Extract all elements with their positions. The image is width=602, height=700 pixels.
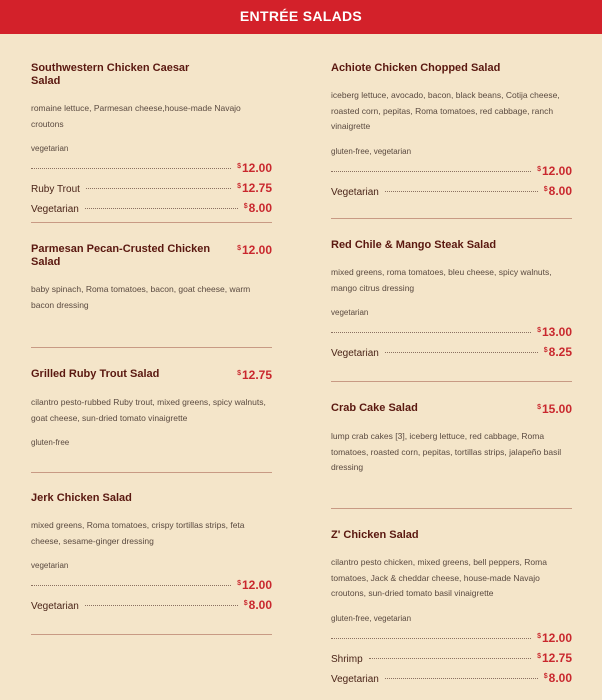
price-value: 12.75: [541, 650, 572, 665]
price: [537, 402, 572, 416]
price: [537, 631, 572, 645]
item-header: [31, 368, 272, 382]
currency-symbol: $: [543, 185, 548, 193]
price: [544, 345, 572, 359]
item-description: mixed greens, roma tomatoes, bleu cheese, spicy walnuts, mango citrus dressing: [331, 267, 552, 293]
price-option-row: [331, 164, 572, 184]
price-option-row: [331, 631, 572, 651]
item-header: [331, 239, 572, 252]
currency-symbol: $: [237, 245, 241, 252]
dot-leader: [331, 332, 531, 333]
dot-leader: [331, 171, 531, 172]
price-options: [331, 164, 572, 204]
currency-symbol: $: [543, 347, 548, 354]
option-label: Ruby Trout: [31, 184, 80, 195]
currency-symbol: $: [237, 580, 241, 587]
price-value: 8.00: [548, 183, 572, 198]
price: [237, 181, 272, 195]
price-value: 8.00: [248, 201, 272, 215]
menu-item: [31, 492, 272, 618]
currency-symbol: $: [237, 163, 241, 170]
dot-leader: [385, 678, 538, 679]
dietary-tags: vegetarian: [31, 144, 69, 153]
currency-symbol: $: [237, 183, 241, 190]
dot-leader: [385, 352, 538, 353]
currency-symbol: $: [537, 327, 541, 334]
dietary-tags: gluten-free, vegetarian: [331, 613, 412, 623]
item-name: Jerk Chicken Salad: [31, 492, 132, 504]
price-value: 12.75: [241, 181, 272, 195]
divider: [331, 508, 572, 509]
price-option-row: [331, 671, 572, 691]
price-options: [331, 631, 572, 691]
item-description: romaine lettuce, Parmesan cheese,house-made Navajo croutons: [31, 103, 241, 129]
currency-symbol: $: [543, 672, 548, 680]
price-value: 13.00: [541, 325, 572, 339]
price: [244, 201, 272, 215]
currency-symbol: $: [237, 370, 241, 377]
price: [537, 164, 572, 178]
currency-symbol: $: [537, 404, 541, 411]
price-option-row: [31, 598, 272, 618]
price-value: 12.75: [241, 368, 272, 382]
menu-item: [331, 402, 572, 476]
divider: [31, 472, 272, 473]
price-option-row: [31, 161, 272, 181]
item-name: Grilled Ruby Trout Salad: [31, 368, 160, 380]
currency-symbol: $: [537, 632, 541, 640]
price-value: 12.00: [241, 243, 272, 257]
item-description: cilantro pesto-rubbed Ruby trout, mixed greens, spicy walnuts, goat cheese, sun-dried tomato vinaigrette: [31, 397, 266, 423]
price: [237, 368, 272, 382]
price-option-row: [331, 325, 572, 345]
menu-item: [31, 62, 272, 221]
price-option-row: [31, 181, 272, 201]
option-label: Vegetarian: [31, 204, 79, 215]
section-title: ENTRÉE SALADS: [239, 8, 363, 24]
item-header: [331, 529, 572, 542]
item-header: [31, 62, 272, 88]
menu-item: [31, 243, 272, 313]
item-name: Crab Cake Salad: [331, 402, 418, 414]
price: [237, 578, 272, 592]
dietary-tags: vegetarian: [331, 308, 369, 317]
dot-leader: [31, 168, 231, 169]
price: [544, 184, 572, 198]
option-label: Vegetarian: [31, 601, 79, 612]
price-value: 8.00: [548, 670, 572, 685]
price-options: [31, 578, 272, 618]
item-description: mixed greens, Roma tomatoes, crispy tortillas strips, feta cheese, sesame-ginger dressing: [31, 520, 245, 546]
menu-item: [31, 368, 272, 447]
item-header: [331, 62, 572, 75]
price: [237, 243, 272, 257]
divider: [31, 634, 272, 635]
dot-leader: [85, 605, 238, 606]
price-value: 8.00: [248, 598, 272, 612]
price-value: 12.00: [241, 578, 272, 592]
option-label: Vegetarian: [331, 348, 379, 359]
divider: [331, 218, 572, 219]
price-option-row: [31, 201, 272, 221]
item-name: Southwestern Chicken Caesar Salad: [31, 62, 190, 87]
divider: [331, 381, 572, 382]
price-option-row: [331, 184, 572, 204]
option-label: Vegetarian: [331, 186, 379, 198]
divider: [31, 347, 272, 348]
item-description: iceberg lettuce, avocado, bacon, black beans, Cotija cheese, roasted corn, pepitas, Roma tomatoes, red cabbage, ranch vinaigrette: [331, 90, 560, 131]
price-value: 12.00: [541, 163, 572, 178]
item-name: Red Chile & Mango Steak Salad: [331, 239, 497, 251]
price-option-row: [331, 651, 572, 671]
price: [537, 651, 572, 665]
price: [237, 161, 272, 175]
menu-item: [331, 62, 572, 204]
dot-leader: [31, 585, 231, 586]
dot-leader: [85, 208, 238, 209]
divider: [31, 222, 272, 223]
dot-leader: [369, 658, 531, 659]
dietary-tags: gluten-free: [31, 438, 70, 447]
price-option-row: [31, 578, 272, 598]
dot-leader: [86, 188, 231, 189]
section-header: [0, 0, 602, 34]
menu-item: [331, 529, 572, 691]
item-header: [31, 492, 272, 505]
price-option-row: [331, 345, 572, 365]
dietary-tags: vegetarian: [31, 561, 69, 570]
item-name: Achiote Chicken Chopped Salad: [331, 62, 501, 74]
currency-symbol: $: [537, 165, 541, 173]
price-options: [331, 325, 572, 365]
price-value: 12.00: [241, 161, 272, 175]
price-value: 15.00: [541, 402, 572, 416]
item-description: cilantro pesto chicken, mixed greens, bell peppers, Roma tomatoes, Jack & cheddar cheese, house-made Navajo croutons, sun-dried tomato basil vinaigrette: [331, 557, 547, 598]
dot-leader: [385, 191, 538, 192]
price: [244, 598, 272, 612]
price-options: [31, 161, 272, 221]
dot-leader: [331, 638, 531, 639]
currency-symbol: $: [243, 203, 248, 210]
price: [544, 671, 572, 685]
menu-item: [331, 239, 572, 365]
option-label: Shrimp: [331, 653, 363, 665]
item-header: [331, 402, 572, 416]
item-header: [31, 243, 272, 269]
price: [537, 325, 572, 339]
currency-symbol: $: [537, 652, 541, 660]
item-description: lump crab cakes [3], iceberg lettuce, red cabbage, Roma tomatoes, roasted corn, pepitas, tortillas strips, jalapeño basil dressing: [331, 431, 562, 472]
price-value: 12.00: [541, 630, 572, 645]
option-label: Vegetarian: [331, 673, 379, 685]
item-description: baby spinach, Roma tomatoes, bacon, goat cheese, warm bacon dressing: [31, 284, 251, 310]
item-name: Parmesan Pecan-Crusted Chicken Salad: [31, 243, 211, 268]
price-value: 8.25: [548, 345, 572, 359]
item-name: Z' Chicken Salad: [331, 529, 419, 541]
currency-symbol: $: [243, 600, 248, 607]
dietary-tags: gluten-free, vegetarian: [331, 146, 412, 156]
